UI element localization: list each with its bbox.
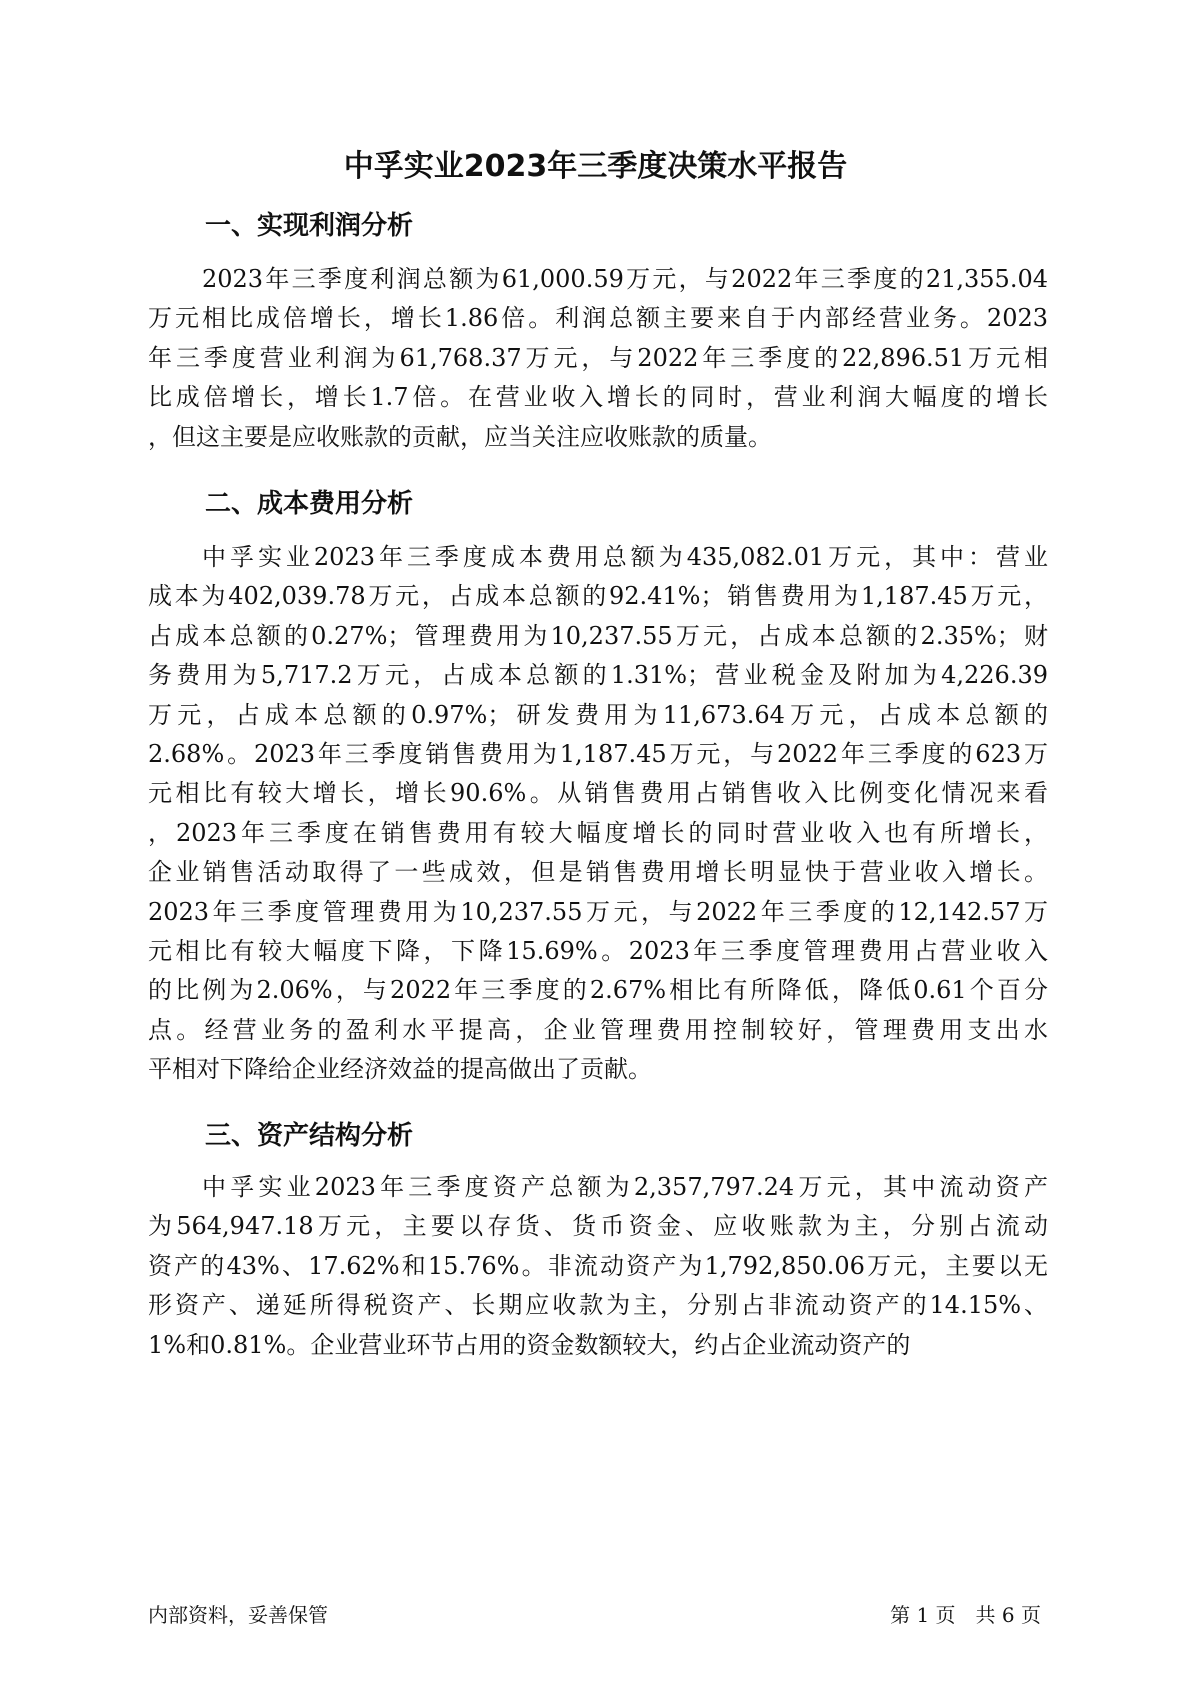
footer-page-number: 第 1 页 共 6 页 xyxy=(890,1603,1041,1627)
paragraph-line: 万元相比成倍增长，增长1.86倍。利润总额主要来自于内部经营业务。2023 xyxy=(148,304,1048,333)
paragraph-line: ，2023年三季度在销售费用有较大幅度增长的同时营业收入也有所增长， xyxy=(148,818,1048,847)
paragraph-line: 点。经营业务的盈利水平提高，企业管理费用控制较好，管理费用支出水 xyxy=(148,1015,1048,1044)
paragraph-line: 资产的43%、17.62%和15.76%。非流动资产为1,792,850.06万元，主要以无 xyxy=(148,1251,1048,1280)
paragraph-line: 2.68%。2023年三季度销售费用为1,187.45万元，与2022年三季度的623万 xyxy=(148,740,1048,769)
paragraph-line: 比成倍增长，增长1.7倍。在营业收入增长的同时，营业利润大幅度的增长 xyxy=(148,383,1048,412)
section-paragraph-cost xyxy=(148,538,1048,1090)
paragraph-line: 元相比有较大增长，增长90.6%。从销售费用占销售收入比例变化情况来看 xyxy=(148,779,1048,808)
paragraph-line: 年三季度营业利润为61,768.37万元，与2022年三季度的22,896.51万元相 xyxy=(148,343,1048,372)
paragraph-line: 的比例为2.06%，与2022年三季度的2.67%相比有所降低，降低0.61个百分 xyxy=(148,976,1048,1005)
paragraph-line: 形资产、递延所得税资产、长期应收款为主，分别占非流动资产的14.15%、 xyxy=(148,1291,1048,1320)
paragraph-line: 中孚实业2023年三季度成本费用总额为435,082.01万元，其中：营业 xyxy=(202,543,1048,571)
section-heading-assets: 三、资产结构分析 xyxy=(205,1121,414,1151)
paragraph-line: 为564,947.18万元，主要以存货、货币资金、应收账款为主，分别占流动 xyxy=(148,1212,1048,1241)
paragraph-line: 成本为402,039.78万元，占成本总额的92.41%；销售费用为1,187.45万元， xyxy=(148,582,1048,611)
paragraph-line: 务费用为5,717.2万元，占成本总额的1.31%；营业税金及附加为4,226.39 xyxy=(148,661,1048,690)
footer-confidential-note: 内部资料，妥善保管 xyxy=(148,1603,328,1627)
paragraph-line: 中孚实业2023年三季度资产总额为2,357,797.24万元，其中流动资产 xyxy=(202,1173,1048,1201)
section-paragraph-profit xyxy=(148,260,1048,457)
paragraph-line: ，但这主要是应收账款的贡献，应当关注应收账款的质量。 xyxy=(148,422,772,451)
section-heading-cost: 二、成本费用分析 xyxy=(205,489,414,519)
paragraph-line: 1%和0.81%。企业营业环节占用的资金数额较大，约占企业流动资产的 xyxy=(148,1330,911,1359)
paragraph-line: 元相比有较大幅度下降，下降15.69%。2023年三季度管理费用占营业收入 xyxy=(148,937,1048,966)
paragraph-line: 2023年三季度管理费用为10,237.55万元，与2022年三季度的12,142.57万 xyxy=(148,897,1048,926)
document-title: 中孚实业2023年三季度决策水平报告 xyxy=(343,149,848,184)
paragraph-line: 2023年三季度利润总额为61,000.59万元，与2022年三季度的21,355.04 xyxy=(202,265,1048,293)
paragraph-line: 平相对下降给企业经济效益的提高做出了贡献。 xyxy=(148,1055,652,1084)
paragraph-line: 占成本总额的0.27%；管理费用为10,237.55万元，占成本总额的2.35%；财 xyxy=(148,621,1048,650)
section-paragraph-assets xyxy=(148,1168,1048,1365)
paragraph-line: 万元，占成本总额的0.97%；研发费用为11,673.64万元，占成本总额的 xyxy=(148,700,1048,729)
paragraph-line: 企业销售活动取得了一些成效，但是销售费用增长明显快于营业收入增长。 xyxy=(148,858,1048,887)
section-heading-profit: 一、实现利润分析 xyxy=(205,211,414,241)
